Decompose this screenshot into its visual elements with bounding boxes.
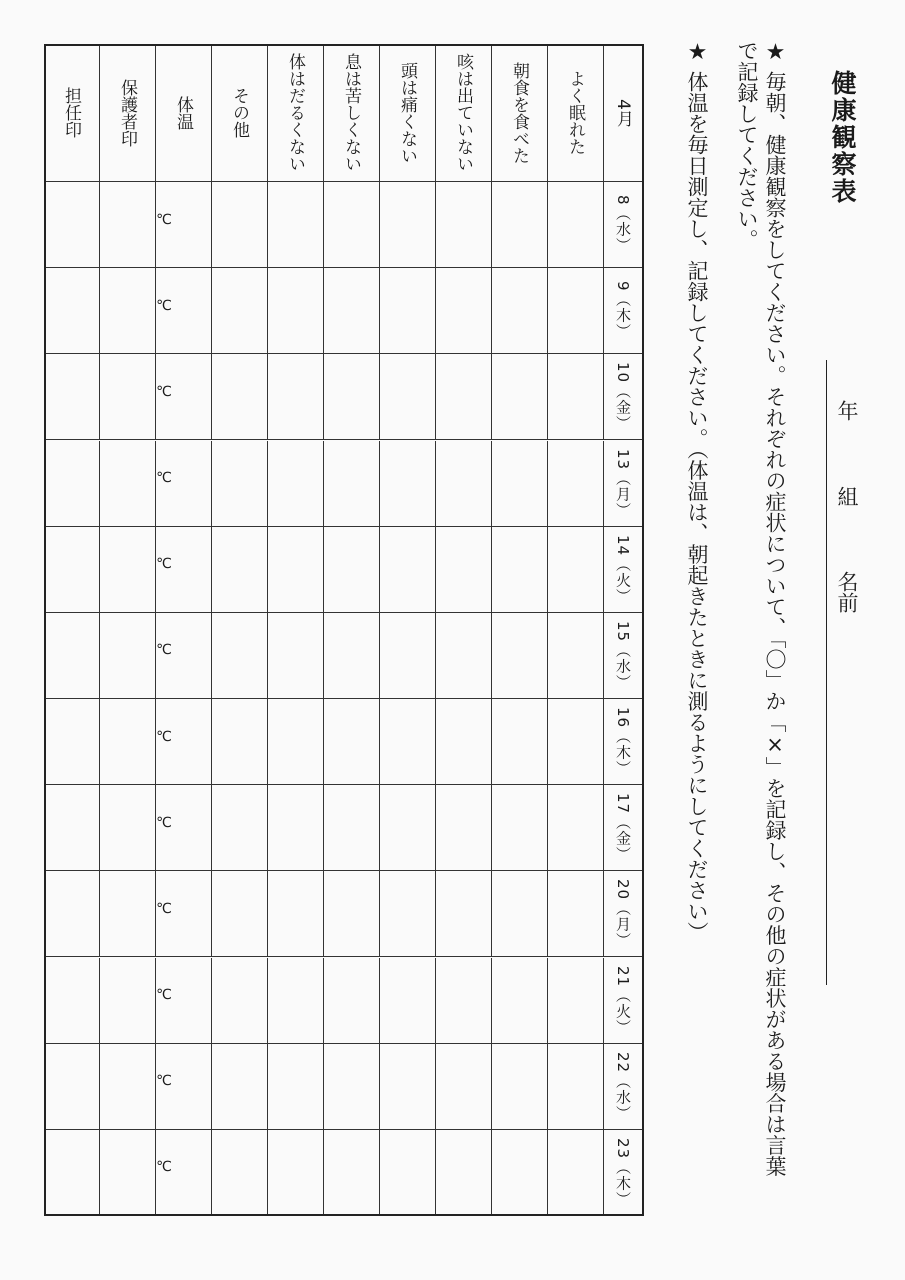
entry-cell[interactable] bbox=[324, 1130, 380, 1216]
entry-cell[interactable] bbox=[380, 354, 436, 440]
entry-cell[interactable] bbox=[324, 268, 380, 354]
entry-cell[interactable] bbox=[548, 785, 604, 871]
entry-cell[interactable] bbox=[44, 441, 100, 527]
temperature-input[interactable]: ℃ bbox=[156, 441, 212, 527]
entry-cell[interactable] bbox=[44, 182, 100, 268]
entry-cell[interactable] bbox=[212, 613, 268, 699]
row-label: 体はだるくない bbox=[268, 44, 324, 182]
name-label: 名前 bbox=[835, 571, 859, 614]
entry-cell[interactable] bbox=[492, 958, 548, 1044]
entry-cell[interactable] bbox=[100, 785, 156, 871]
entry-cell[interactable] bbox=[492, 268, 548, 354]
entry-cell[interactable] bbox=[492, 1044, 548, 1130]
entry-cell[interactable] bbox=[44, 958, 100, 1044]
month-label: 4月 bbox=[604, 44, 644, 182]
entry-cell[interactable] bbox=[548, 354, 604, 440]
temperature-input[interactable]: ℃ bbox=[156, 354, 212, 440]
temperature-input[interactable]: ℃ bbox=[156, 527, 212, 613]
entry-cell[interactable] bbox=[324, 1044, 380, 1130]
entry-cell[interactable] bbox=[492, 785, 548, 871]
temperature-input[interactable]: ℃ bbox=[156, 871, 212, 957]
entry-cell[interactable] bbox=[548, 441, 604, 527]
entry-cell[interactable] bbox=[548, 527, 604, 613]
instruction-text-1-cont: で記録してください。 bbox=[735, 40, 759, 250]
entry-cell[interactable] bbox=[548, 268, 604, 354]
entry-cell[interactable] bbox=[100, 527, 156, 613]
date-cell: 16（木） bbox=[604, 699, 644, 785]
entry-cell[interactable] bbox=[380, 699, 436, 785]
class-label: 組 bbox=[835, 485, 859, 507]
date-cell: 17（金） bbox=[604, 785, 644, 871]
row-label: よく眠れた bbox=[548, 44, 604, 182]
entry-cell[interactable] bbox=[324, 441, 380, 527]
entry-cell[interactable] bbox=[212, 268, 268, 354]
entry-cell[interactable] bbox=[268, 354, 324, 440]
entry-cell[interactable] bbox=[268, 871, 324, 957]
entry-cell[interactable] bbox=[548, 1130, 604, 1216]
row-label: 息は苦しくない bbox=[324, 44, 380, 182]
entry-cell[interactable] bbox=[492, 613, 548, 699]
entry-cell[interactable] bbox=[324, 958, 380, 1044]
entry-cell[interactable] bbox=[380, 1130, 436, 1216]
entry-cell[interactable] bbox=[100, 613, 156, 699]
entry-cell[interactable] bbox=[492, 699, 548, 785]
entry-cell[interactable] bbox=[380, 268, 436, 354]
entry-cell[interactable] bbox=[436, 613, 492, 699]
entry-cell[interactable] bbox=[436, 268, 492, 354]
entry-cell[interactable] bbox=[100, 1130, 156, 1216]
entry-cell[interactable] bbox=[212, 1130, 268, 1216]
entry-cell[interactable] bbox=[44, 527, 100, 613]
entry-cell[interactable] bbox=[380, 613, 436, 699]
entry-cell[interactable] bbox=[100, 699, 156, 785]
date-cell: 15（水） bbox=[604, 613, 644, 699]
entry-cell[interactable] bbox=[100, 182, 156, 268]
entry-cell[interactable] bbox=[268, 527, 324, 613]
entry-cell[interactable] bbox=[268, 182, 324, 268]
name-labels bbox=[832, 400, 862, 671]
entry-cell[interactable] bbox=[548, 613, 604, 699]
entry-cell[interactable] bbox=[436, 871, 492, 957]
entry-cell[interactable] bbox=[100, 268, 156, 354]
entry-cell[interactable] bbox=[436, 354, 492, 440]
row-label: 頭は痛くない bbox=[380, 44, 436, 182]
entry-cell[interactable] bbox=[436, 527, 492, 613]
entry-cell[interactable] bbox=[268, 268, 324, 354]
date-cell: 20（月） bbox=[604, 871, 644, 957]
date-cell: 22（水） bbox=[604, 1044, 644, 1130]
star-icon: ★ bbox=[763, 40, 788, 65]
entry-cell[interactable] bbox=[548, 1044, 604, 1130]
entry-cell[interactable] bbox=[380, 1044, 436, 1130]
instruction-line-2 bbox=[682, 40, 712, 943]
entry-cell[interactable] bbox=[380, 785, 436, 871]
entry-cell[interactable] bbox=[268, 613, 324, 699]
entry-cell[interactable] bbox=[380, 958, 436, 1044]
entry-cell[interactable] bbox=[212, 958, 268, 1044]
name-underline bbox=[826, 360, 828, 985]
entry-cell[interactable] bbox=[212, 441, 268, 527]
row-label: 体温 bbox=[156, 44, 212, 182]
entry-cell[interactable] bbox=[44, 1044, 100, 1130]
entry-cell[interactable] bbox=[492, 182, 548, 268]
instruction-line-1 bbox=[760, 40, 790, 1177]
entry-cell[interactable] bbox=[436, 441, 492, 527]
entry-cell[interactable] bbox=[324, 613, 380, 699]
entry-cell[interactable] bbox=[380, 441, 436, 527]
entry-cell[interactable] bbox=[212, 182, 268, 268]
entry-cell[interactable] bbox=[44, 1130, 100, 1216]
entry-cell[interactable] bbox=[44, 354, 100, 440]
entry-cell[interactable] bbox=[324, 527, 380, 613]
star-icon: ★ bbox=[685, 40, 710, 65]
entry-cell[interactable] bbox=[212, 1044, 268, 1130]
date-cell: 10（金） bbox=[604, 354, 644, 440]
date-cell: 23（木） bbox=[604, 1130, 644, 1216]
temperature-input[interactable]: ℃ bbox=[156, 268, 212, 354]
date-cell: 9（木） bbox=[604, 268, 644, 354]
temperature-input[interactable]: ℃ bbox=[156, 785, 212, 871]
entry-cell[interactable] bbox=[268, 441, 324, 527]
temperature-input[interactable]: ℃ bbox=[156, 613, 212, 699]
entry-cell[interactable] bbox=[436, 1130, 492, 1216]
entry-cell[interactable] bbox=[44, 613, 100, 699]
entry-cell[interactable] bbox=[212, 527, 268, 613]
year-label: 年 bbox=[835, 400, 859, 421]
entry-cell[interactable] bbox=[100, 871, 156, 957]
row-label: 保護者印 bbox=[100, 44, 156, 182]
entry-cell[interactable] bbox=[100, 441, 156, 527]
entry-cell[interactable] bbox=[268, 699, 324, 785]
date-cell: 14（火） bbox=[604, 527, 644, 613]
entry-cell[interactable] bbox=[212, 785, 268, 871]
entry-cell[interactable] bbox=[548, 871, 604, 957]
entry-cell[interactable] bbox=[380, 871, 436, 957]
entry-cell[interactable] bbox=[324, 785, 380, 871]
row-label: 咳は出ていない bbox=[436, 44, 492, 182]
temperature-input[interactable]: ℃ bbox=[156, 1130, 212, 1216]
entry-cell[interactable] bbox=[548, 699, 604, 785]
row-label: 朝食を食べた bbox=[492, 44, 548, 182]
date-cell: 8（水） bbox=[604, 182, 644, 268]
entry-cell[interactable] bbox=[492, 527, 548, 613]
temperature-input[interactable]: ℃ bbox=[156, 958, 212, 1044]
entry-cell[interactable] bbox=[380, 182, 436, 268]
entry-cell[interactable] bbox=[212, 354, 268, 440]
entry-cell[interactable] bbox=[44, 699, 100, 785]
entry-cell[interactable] bbox=[436, 182, 492, 268]
temperature-input[interactable]: ℃ bbox=[156, 182, 212, 268]
entry-cell[interactable] bbox=[268, 958, 324, 1044]
entry-cell[interactable] bbox=[548, 958, 604, 1044]
health-table bbox=[44, 44, 644, 1216]
entry-cell[interactable] bbox=[268, 1130, 324, 1216]
entry-cell[interactable] bbox=[212, 699, 268, 785]
entry-cell[interactable] bbox=[44, 785, 100, 871]
entry-cell[interactable] bbox=[324, 354, 380, 440]
page-title: 健康観察表 bbox=[828, 70, 857, 205]
entry-cell[interactable] bbox=[100, 958, 156, 1044]
date-cell: 21（火） bbox=[604, 958, 644, 1044]
row-label: その他 bbox=[212, 44, 268, 182]
entry-cell[interactable] bbox=[436, 1044, 492, 1130]
entry-cell[interactable] bbox=[436, 785, 492, 871]
temperature-input[interactable]: ℃ bbox=[156, 699, 212, 785]
row-label: 担任印 bbox=[44, 44, 100, 182]
entry-cell[interactable] bbox=[100, 354, 156, 440]
entry-cell[interactable] bbox=[436, 958, 492, 1044]
instruction-text-1: 毎朝、健康観察をしてください。それぞれの症状について、「〇」か「×」を記録し、その他の症状がある場合は言葉 bbox=[763, 71, 787, 1177]
entry-cell[interactable] bbox=[44, 268, 100, 354]
entry-cell[interactable] bbox=[324, 182, 380, 268]
entry-cell[interactable] bbox=[268, 1044, 324, 1130]
temperature-input[interactable]: ℃ bbox=[156, 1044, 212, 1130]
instruction-text-2: 体温を毎日測定し、記録してください。（体温は、朝起きたときに測るようにしてください） bbox=[685, 71, 709, 943]
entry-cell[interactable] bbox=[44, 871, 100, 957]
date-cell: 13（月） bbox=[604, 441, 644, 527]
instruction-line-1-cont bbox=[732, 40, 762, 250]
entry-cell[interactable] bbox=[548, 182, 604, 268]
entry-cell[interactable] bbox=[492, 1130, 548, 1216]
entry-cell[interactable] bbox=[100, 1044, 156, 1130]
entry-cell[interactable] bbox=[436, 699, 492, 785]
entry-cell[interactable] bbox=[212, 871, 268, 957]
entry-cell[interactable] bbox=[324, 871, 380, 957]
entry-cell[interactable] bbox=[492, 871, 548, 957]
entry-cell[interactable] bbox=[492, 354, 548, 440]
entry-cell[interactable] bbox=[268, 785, 324, 871]
entry-cell[interactable] bbox=[324, 699, 380, 785]
entry-cell[interactable] bbox=[380, 527, 436, 613]
entry-cell[interactable] bbox=[492, 441, 548, 527]
